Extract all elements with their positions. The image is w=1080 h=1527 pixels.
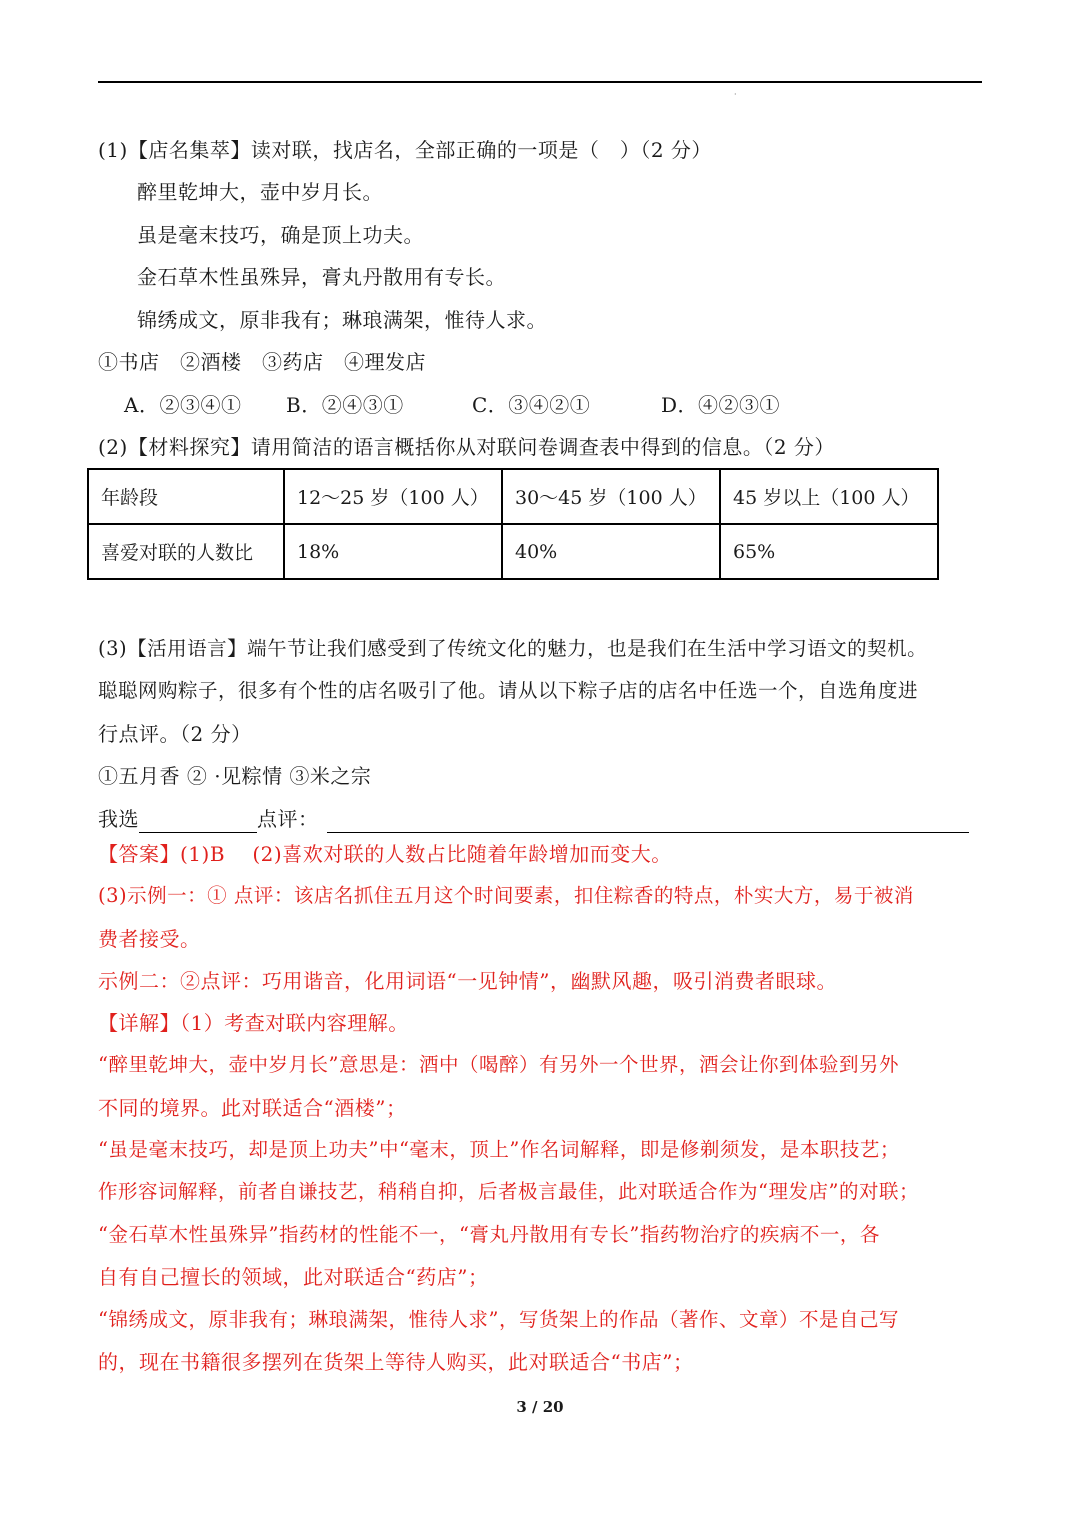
answer-line-11: 自有自己擅长的领域，此对联适合“药店”； <box>98 1265 489 1289</box>
q1-couplet-2: 虽是毫末技巧，确是顶上功夫。 <box>137 223 424 247</box>
survey-table <box>87 468 939 580</box>
comment-blank[interactable] <box>327 810 969 833</box>
table-cell: 喜爱对联的人数比 <box>88 524 284 579</box>
table-cell: 年龄段 <box>88 469 284 524</box>
answer-line-1: 【答案】(1)B (2)喜欢对联的人数占比随着年龄增加而变大。 <box>98 842 672 866</box>
table-row <box>88 524 938 579</box>
answer-line-7: 不同的境界。此对联适合“酒楼”； <box>98 1096 407 1120</box>
table-cell: 45 岁以上（100 人） <box>720 469 938 524</box>
q1-options <box>124 391 780 419</box>
answer-line-2: (3)示例一：① 点评：该店名抓住五月这个时间要素，扣住粽香的特点，朴实大方，易于被消 <box>98 884 914 907</box>
q3-line-2: 聪聪网购粽子，很多有个性的店名吸引了他。请从以下粽子店的店名中任选一个，自选角度进 <box>98 679 919 702</box>
answer-line-8: “虽是毫末技巧，却是顶上功夫”中“毫末，顶上”作名词解释，即是修剃须发，是本职技艺； <box>98 1138 900 1161</box>
q1-couplet-3: 金石草木性虽殊异，膏丸丹散用有专长。 <box>137 265 506 289</box>
table-cell: 12～25 岁（100 人） <box>284 469 502 524</box>
table-row <box>88 469 938 524</box>
header-dot: · <box>734 90 737 99</box>
table-cell: 40% <box>502 524 720 579</box>
q3-line-1: (3)【活用语言】端午节让我们感受到了传统文化的魅力，也是我们在生活中学习语文的契机。 <box>98 637 928 660</box>
option-b: B．②④③① <box>286 393 404 417</box>
option-d: D．④②③① <box>661 393 781 417</box>
answer-line-3: 费者接受。 <box>98 927 201 951</box>
page-number: 3 / 20 <box>516 1398 564 1416</box>
answer-line-6: “醉里乾坤大，壶中岁月长”意思是：酒中（喝醉）有另外一个世界，酒会让你到体验到另外 <box>98 1053 899 1076</box>
option-c: C．③④②① <box>472 393 591 417</box>
q1-stem: (1)【店名集萃】读对联，找店名，全部正确的一项是（ ）（2 分） <box>98 138 712 162</box>
q1-shop-list: ①书店 ②酒楼 ③药店 ④理发店 <box>98 350 426 374</box>
comment-label: 点评： <box>257 807 319 831</box>
answer-line-9: 作形容词解释，前者自谦技艺，稍稍自抑，后者极言最佳，此对联适合作为“理发店”的对联； <box>98 1180 919 1203</box>
table-cell: 65% <box>720 524 938 579</box>
table-cell: 18% <box>284 524 502 579</box>
answer-line-13: 的，现在书籍很多摆列在货架上等待人购买，此对联适合“书店”； <box>98 1350 694 1374</box>
answer-line-5: 【详解】（1）考查对联内容理解。 <box>98 1011 409 1035</box>
q1-couplet-1: 醉里乾坤大，壶中岁月长。 <box>137 180 383 204</box>
q3-line-3: 行点评。（2 分） <box>98 722 252 746</box>
q3-answer-row <box>98 805 969 833</box>
q1-couplet-4: 锦绣成文，原非我有；琳琅满架，惟待人求。 <box>137 308 547 332</box>
choose-blank[interactable] <box>139 810 257 833</box>
choose-label: 我选 <box>98 807 139 831</box>
answer-line-12: “锦绣成文，原非我有；琳琅满架，惟待人求”，写货架上的作品（著作、文章）不是自己写 <box>98 1308 899 1331</box>
answer-line-10: “金石草木性虽殊异”指药材的性能不一，“膏丸丹散用有专长”指药物治疗的疾病不一，各 <box>98 1223 880 1246</box>
option-a: A．②③④① <box>124 393 242 417</box>
q3-shop-list: ①五月香 ② ·见粽情 ③米之宗 <box>98 764 372 788</box>
header-rule <box>98 81 982 83</box>
answer-line-4: 示例二：②点评：巧用谐音，化用词语“一见钟情”，幽默风趣，吸引消费者眼球。 <box>98 969 837 993</box>
table-cell: 30～45 岁（100 人） <box>502 469 720 524</box>
q2-stem: (2)【材料探究】请用简洁的语言概括你从对联问卷调查表中得到的信息。（2 分） <box>98 435 835 459</box>
